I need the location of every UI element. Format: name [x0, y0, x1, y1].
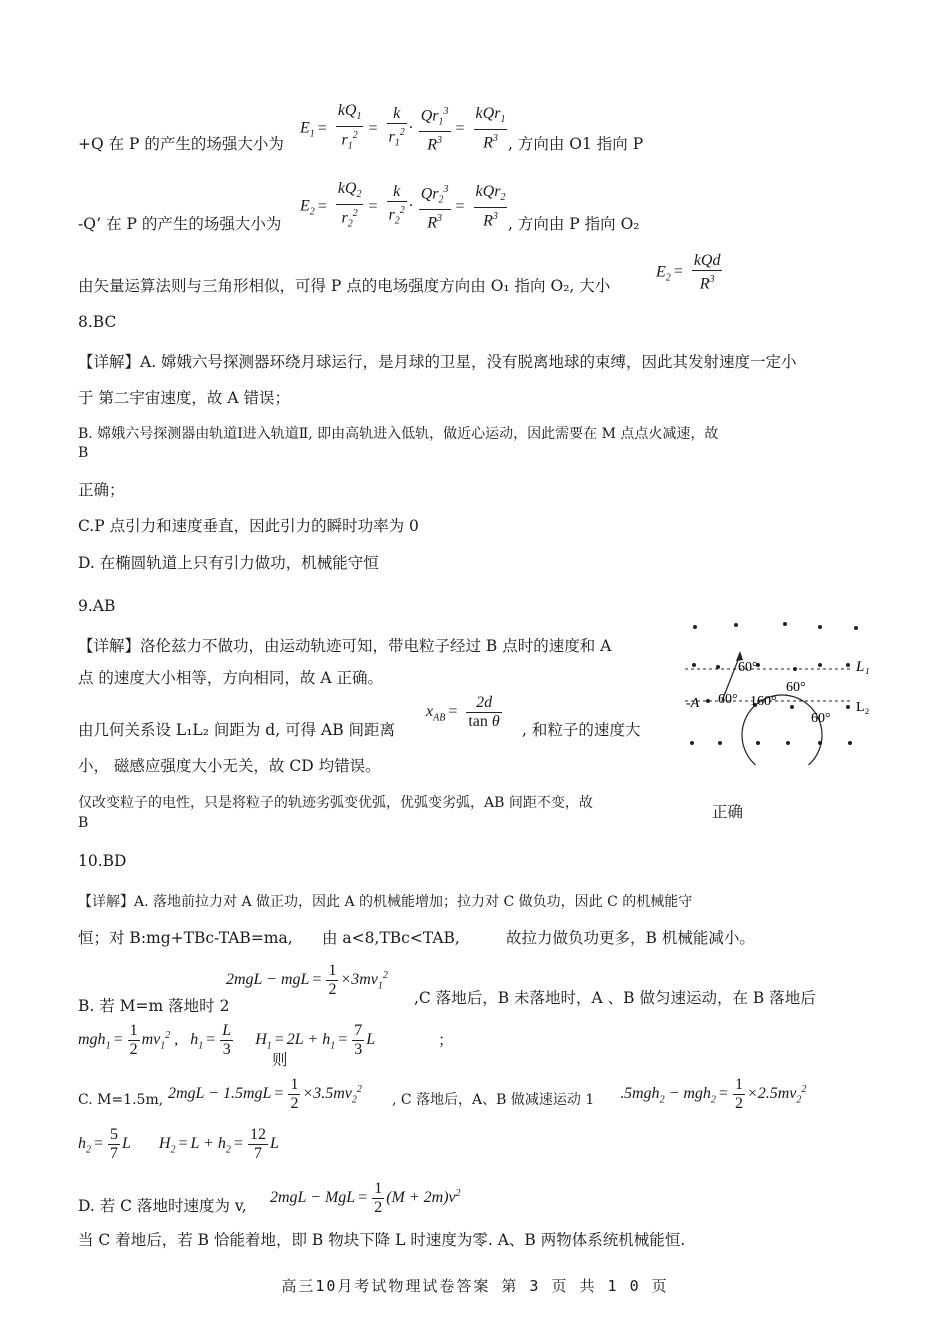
e1-formula: $E_1$ = $\frac{kQ_1}{r_1^2}$ = $\frac{k}{r_1^2}$ · $\frac{Qr_1^3}{R^3}$ = $\frac{kQr_1}{R^3}$: [300, 102, 506, 154]
q9-line5c: 正确: [712, 803, 744, 821]
label-l1: L₁: [856, 659, 870, 675]
q-minus-direction: , 方向由 P 指向 O₂: [508, 215, 640, 233]
angle-label: 60°: [738, 660, 758, 675]
q8-b-line3: 正确；: [78, 481, 125, 499]
q10-d-prefix: D. 若 C 落地时速度为 v,: [78, 1197, 247, 1215]
q9-answer: 9.AB: [78, 597, 116, 615]
q10-line2c: 故拉力做负功更多，B 机械能减小。: [506, 929, 755, 947]
q10-line2b: 由 a<8,TBc<TAB,: [322, 929, 460, 947]
e-total-formula: $E_2$ = $\frac{\text{kQd}}{R^3}$: [656, 252, 721, 293]
q10-answer: 10.BD: [78, 852, 127, 870]
q9-line5: 仅改变粒子的电性，只是将粒子的轨迹劣弧变优弧，优弧变劣弧，AB 间距不变，故: [78, 795, 593, 811]
q-plus-text: +Q 在 P 的产生的场强大小为: [78, 135, 284, 153]
b-height-formula: mgh$_1$ = $\frac{1}{2}$ $mv_1^2$ , $h_1$ = $\frac{L}{3}$ $H_1 = 2L + h_1$ = $\frac{7}{3}$ L: [78, 1022, 376, 1058]
b-energy-formula: 2mgL − mgL = $\frac{1}{2}$ $\times 3mv_1^2$: [226, 962, 388, 998]
magnetic-field-diagram: [680, 615, 880, 765]
q9-line4: 小， 磁感应强度大小无关，故 CD 均错误。: [78, 757, 381, 775]
c-height-formula: $h_2$ = $\frac{5}{7}$ L $H_2 = L + h_2$ = $\frac{12}{7}$ L: [78, 1126, 279, 1162]
q8-a-line1: 【详解】A. 嫦娥六号探测器环绕月球运行，是月球的卫星，没有脱离地球的束缚，因此其发射速度一定小: [78, 353, 797, 371]
e2-formula: $E_2$ = $\frac{kQ_2}{r_2^2}$ = $\frac{k}{r_2^2}$ · $\frac{Qr_2^3}{R^3}$ = $\frac{kQr_2}{R^3}$: [300, 180, 506, 232]
xab-formula: $x_{AB}$ = $\frac{2d}{\text{tan θ}}$: [426, 694, 500, 730]
q8-a-line2: 于 第二宇宙速度，故 A 错误；: [78, 389, 290, 407]
q9-line1: 【详解】洛伦兹力不做功，由运动轨迹可知，带电粒子经过 B 点时的速度和 A: [78, 637, 612, 655]
page-footer: 高三10月考试物理试卷答案 第 3 页 共 1 0 页: [281, 1277, 669, 1295]
q10-b-suffix: ,C 落地后，B 未落地时，A 、B 做匀速运动，在 B 落地后: [414, 989, 816, 1007]
q9-line2: 点 的速度大小相等，方向相同，故 A 正确。: [78, 669, 383, 687]
q10-line1: 【详解】A. 落地前拉力对 A 做正功，因此 A 的机械能增加；拉力对 C 做负功，因此 C 的机械能守: [78, 894, 693, 910]
q-plus-direction: , 方向由 O1 指向 P: [508, 135, 644, 153]
vector-text: 由矢量运算法则与三角形相似，可得 P 点的电场强度方向由 O₁ 指向 O₂, 大小: [78, 277, 611, 295]
q8-b-line1: B. 嫦娥六号探测器由轨道Ⅰ进入轨道Ⅱ, 即由高轨进入低轨，做近心运动，因此需要在 M 点点火减速，故: [78, 426, 719, 442]
c-energy-formula: 2mgL − 1.5mgL = $\frac{1}{2}$ $\times 3.5mv_2^2$: [168, 1076, 362, 1112]
q-minus-text: -Q’ 在 P 的产生的场强大小为: [78, 215, 282, 233]
q10-d-line2: 当 C 着地后，若 B 恰能着地，即 B 物块下降 L 时速度为零. A、B 两物体系统机械能恒.: [78, 1231, 686, 1249]
q9-line5b: B: [78, 815, 89, 831]
q10-line2a: 恒；对 B:mg+TBc-TAB=ma,: [78, 929, 293, 947]
q8-answer: 8.BC: [78, 313, 117, 331]
angle-label: 160°: [750, 694, 777, 709]
q10-b-semicolon: ；: [438, 1031, 454, 1049]
q8-c-line: C.P 点引力和速度垂直，因此引力的瞬时功率为 0: [78, 517, 419, 535]
q8-d-line: D. 在椭圆轨道上只有引力做功，机械能守恒: [78, 554, 379, 572]
q9-line3b: , 和粒子的速度大: [522, 721, 641, 739]
q10-c-prefix: C. M=1.5m,: [78, 1092, 164, 1108]
q8-b-line2: B: [78, 445, 89, 461]
q10-b-prefix: B. 若 M=m 落地时 2: [78, 997, 230, 1015]
angle-label: 60°: [786, 680, 806, 695]
angle-label: 60°: [718, 692, 738, 707]
q10-c-mid: , C 落地后，A、B 做减速运动 1: [392, 1092, 595, 1108]
label-l2: L₂: [856, 700, 870, 715]
field-dots: [690, 622, 858, 745]
angle-label: 60°: [811, 711, 831, 726]
q10-b-then: 则: [272, 1051, 288, 1069]
c-deceleration-formula: .5mgh$_2$ − mgh$_2$ = $\frac{1}{2}$ $\times 2.5mv_2^2$: [620, 1076, 807, 1112]
q9-line3a: 由几何关系设 L₁L₂ 间距为 d, 可得 AB 间距离: [78, 721, 396, 739]
d-energy-formula: 2mgL − MgL = $\frac{1}{2}$ $(M + 2m)v^2$: [270, 1180, 461, 1216]
label-a: -A: [686, 696, 700, 711]
